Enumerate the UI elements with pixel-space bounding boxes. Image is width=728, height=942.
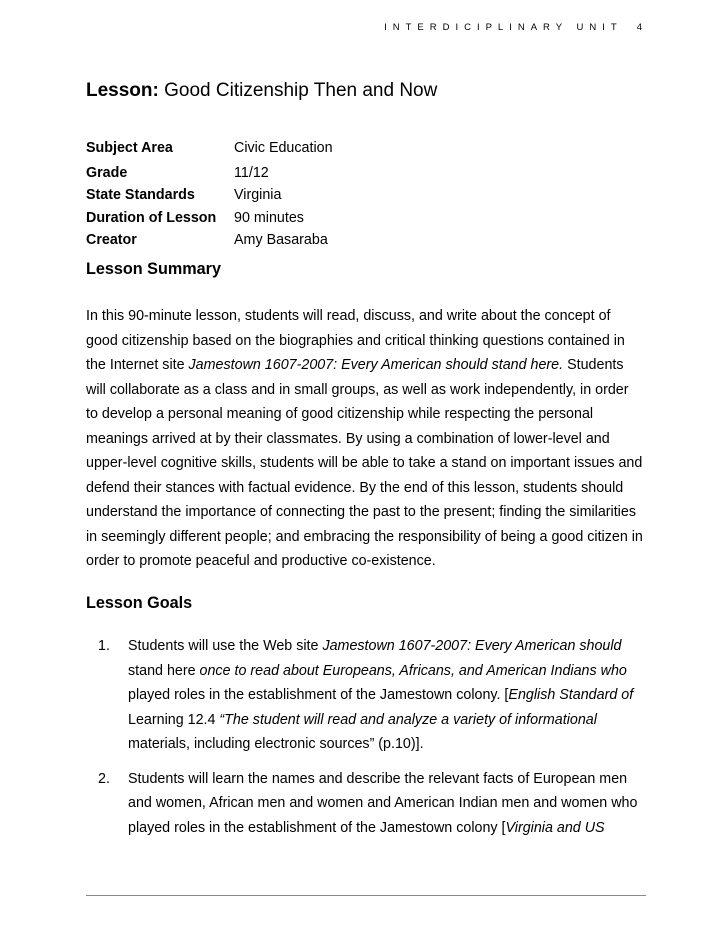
goal-number: 1. [98,638,110,654]
summary-line [86,329,654,354]
text-run: order to promote peaceful and productive co-existence. [86,553,436,569]
text-run: Students will learn the names and describe the relevant facts of European men [128,770,628,787]
meta-row-subject [86,137,333,160]
italic-text: Virginia and US [505,819,605,836]
text-run: in seemingly different people; and embracing the responsibility of being a good citizen in [86,528,643,545]
italic-text: English Standard of [508,687,634,703]
text-run: materials, including electronic sources” (p.10)]. [128,736,424,752]
meta-row-standards [86,184,333,207]
footer-divider [86,895,646,896]
summary-line [86,378,654,403]
summary-line [86,304,654,329]
summary-line [86,353,654,378]
running-title: INTERDICIPLINARY UNIT [384,22,623,33]
meta-row-duration [86,207,333,230]
goal-text [128,634,654,757]
italic-text: once to read about Europeans, Africans, and American Indians who [195,662,627,679]
summary-line [86,427,654,452]
goal-line [128,683,654,708]
italic-text: Jamestown 1607-2007: Every American should [322,638,622,654]
text-run: stand here [128,662,196,679]
goal-item [86,634,654,757]
lesson-title [86,80,437,102]
text-run: Students [563,357,624,373]
summary-line [86,451,654,476]
meta-label: Subject Area [86,140,173,157]
text-run: and women, African men and women and American Indian men and women who [128,795,638,811]
goal-line [128,767,654,792]
text-run: to develop a personal meaning of good citizenship while respecting the personal [86,406,594,422]
lesson-metadata [86,137,333,252]
meta-value: Amy Basaraba [234,232,328,249]
summary-paragraph [86,304,654,574]
meta-row-creator [86,229,333,252]
lesson-label: Lesson: [86,80,159,101]
meta-label: State Standards [86,187,195,204]
meta-value: Civic Education [234,140,333,157]
text-run: understand the importance of connecting the past to the present; finding the similarities [86,504,636,520]
lesson-name: Good Citizenship Then and Now [164,80,438,101]
goal-text [128,767,654,841]
text-run: played roles in the establishment of the Jamestown colony [ [128,819,506,836]
text-run: meanings arrived at by their classmates. By using a combination of lower-level and [86,430,610,447]
running-header [86,22,642,38]
goal-line [128,791,654,816]
text-run: defend their stances with factual evidence. By the end of this lesson, students should [86,479,624,496]
meta-value: Virginia [234,187,282,204]
italic-text: Jamestown 1607-2007: Every American should stand here. [188,357,564,373]
goal-line [128,708,654,733]
text-run: good citizenship based on the biographies and critical thinking questions contained in [86,332,625,349]
text-run: Students will use the Web site [128,638,323,654]
summary-line [86,500,654,525]
text-run: played roles in the establishment of the Jamestown colony. [ [128,687,509,703]
goals-list [86,634,654,850]
meta-label: Duration of Lesson [86,209,217,226]
meta-value: 90 minutes [234,209,304,226]
goal-item [86,767,654,841]
goals-heading: Lesson Goals [86,594,193,612]
text-run: the Internet site [86,357,189,373]
text-run: upper-level cognitive skills, students will be able to take a stand on important issues and [86,455,643,471]
goal-number-cell [86,634,128,757]
goal-line [128,816,654,841]
summary-line [86,549,654,574]
goal-number: 2. [98,770,110,787]
goal-line [128,732,654,757]
italic-text: “The student will read and analyze a variety of informational [215,711,597,728]
page-number: 4 [636,22,642,33]
goal-line [128,634,654,659]
goal-line [128,659,654,684]
text-run: Learning 12.4 [128,711,216,728]
summary-line [86,525,654,550]
meta-value: 11/12 [234,164,269,181]
text-run: In this 90-minute lesson, students will read, discuss, and write about the concept of [86,308,611,324]
summary-heading: Lesson Summary [86,260,221,278]
meta-row-grade [86,162,333,185]
goal-number-cell [86,767,128,841]
text-run: will collaborate as a class and in small groups, as well as work independently, in order [86,381,629,398]
meta-label: Creator [86,232,137,249]
summary-line [86,402,654,427]
summary-line [86,476,654,501]
meta-label: Grade [86,164,128,181]
